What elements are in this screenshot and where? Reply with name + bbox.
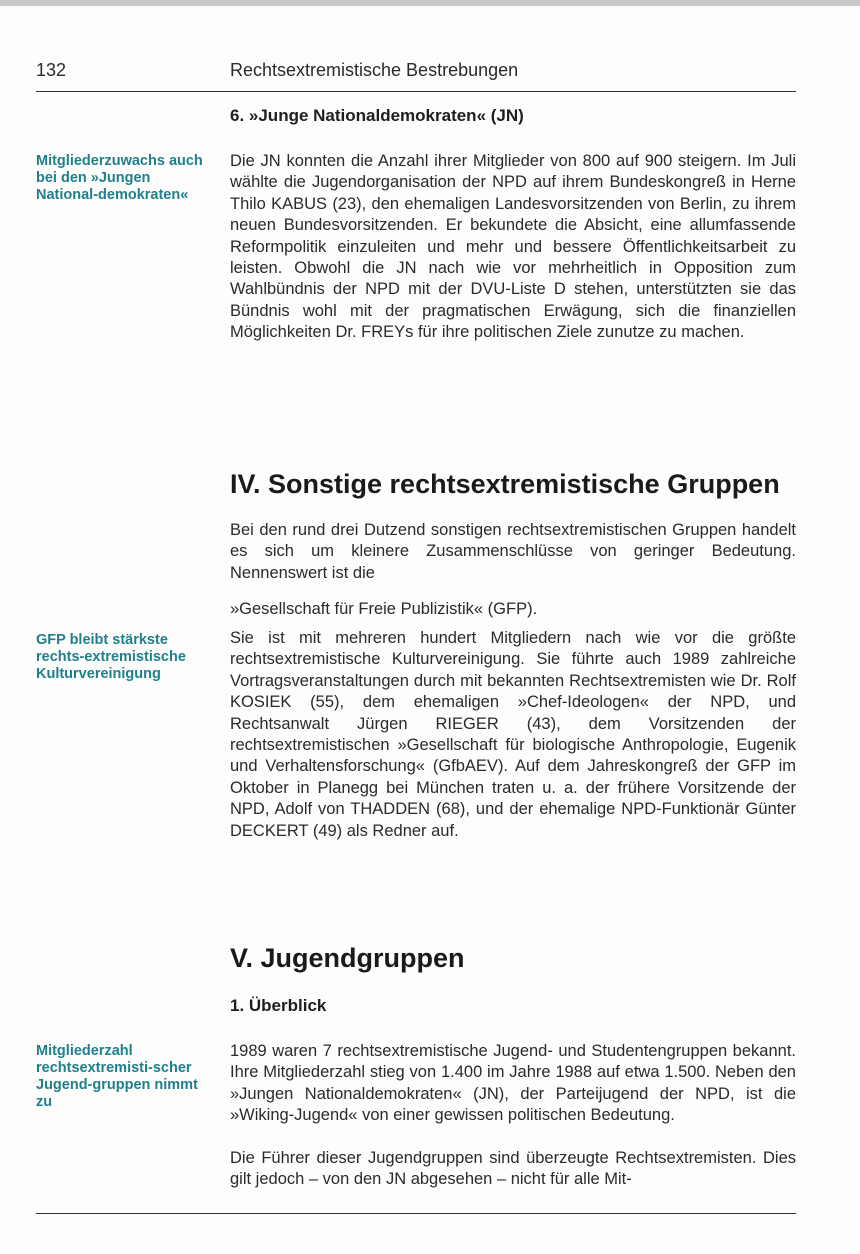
paragraph-gfp-name: »Gesellschaft für Freie Publizistik« (GFP). bbox=[230, 600, 538, 618]
page-number: 132 bbox=[36, 60, 67, 80]
paragraph-iv-intro: Bei den rund drei Dutzend sonstigen rechtsextremistischen Gruppen handelt es sich um kleinere Zusammenschlüsse von geringer Bedeutung. Nennenswert ist die bbox=[230, 521, 796, 582]
running-title: Rechtsextremistische Bestrebungen bbox=[230, 60, 519, 80]
section-heading-jn: 6. »Junge Nationaldemokraten« (JN) bbox=[230, 106, 524, 125]
margin-note-jn-growth: Mitgliederzuwachs auch bei den »Jungen National-demokraten« bbox=[36, 153, 203, 203]
margin-note-gfp: GFP bleibt stärkste rechts-extremistische Kulturvereinigung bbox=[36, 632, 186, 682]
header-rule bbox=[36, 91, 796, 92]
paragraph-gfp: Sie ist mit mehreren hundert Mitgliedern nach wie vor die größte rechtsextremistische Kulturvereinigung. Sie führte auch 1989 zahlreiche Vortragsveranstaltungen durch mit bekannten Rechtsextremisten wie Dr. Rolf KOSIEK (55), dem ehemaligen »Chef-Ideologen« der NPD, und Rechtsanwalt Jürgen RIEGER (43), dem Vorsitzenden der rechtsextremistischen »Gesellschaft für biologische Anthropologie, Eugenik und Verhaltensforschung« (GfbAEV). Auf dem Jahreskongreß der GFP im Oktober in Planegg bei München traten u. a. der frühere Vorsitzende der NPD, Adolf von THADDEN (68), und der ehemalige NPD-Funktionär Günter DECKERT (49) als Redner auf. bbox=[230, 629, 796, 840]
footer-rule bbox=[36, 1213, 796, 1214]
margin-note-youth-groups: Mitgliederzahl rechtsextremisti-scher Jugend-gruppen nimmt zu bbox=[36, 1043, 198, 1110]
paragraph-youth-2: Die Führer dieser Jugendgruppen sind überzeugte Rechtsextremisten. Dies gilt jedoch – von den JN abgesehen – nicht für alle Mit- bbox=[230, 1149, 796, 1189]
scan-top-edge bbox=[0, 0, 860, 6]
paragraph-jn: Die JN konnten die Anzahl ihrer Mitglieder von 800 auf 900 steigern. Im Juli wählte die Jugendorganisation der NPD auf ihrem Bundeskongreß in Herne Thilo KABUS (23), den ehemaligen Landesvorsitzenden von Berlin, zu ihrem neuen Bundesvorsitzenden. Er bekundete die Absicht, eine allumfassende Reformpolitik einzuleiten und mehr und bessere Öffentlichkeitsarbeit zu leisten. Obwohl die JN nach wie vor mehrheitlich in Opposition zum Wahlbündnis der NPD mit der DVU-Liste D stehen, unterstützten sie das Bündnis wohl mit der pragmatischen Erwägung, sich die finanziellen Möglichkeiten Dr. FREYs für ihre politischen Ziele zunutze zu machen. bbox=[230, 152, 796, 342]
paragraph-youth-1: 1989 waren 7 rechtsextremistische Jugend- und Studentengruppen bekannt. Ihre Mitgliederzahl stieg von 1.400 im Jahre 1988 auf etwa 1.500. Neben den »Jungen Nationaldemokraten« (JN), der Parteijugend der NPD, ist die »Wiking-Jugend« von einer gewissen politischen Bedeutung. bbox=[230, 1042, 796, 1125]
subheading-overview: 1. Überblick bbox=[230, 996, 327, 1015]
chapter-heading-iv: IV. Sonstige rechtsextremistische Gruppen bbox=[230, 469, 780, 499]
chapter-heading-v: V. Jugendgruppen bbox=[230, 943, 465, 973]
